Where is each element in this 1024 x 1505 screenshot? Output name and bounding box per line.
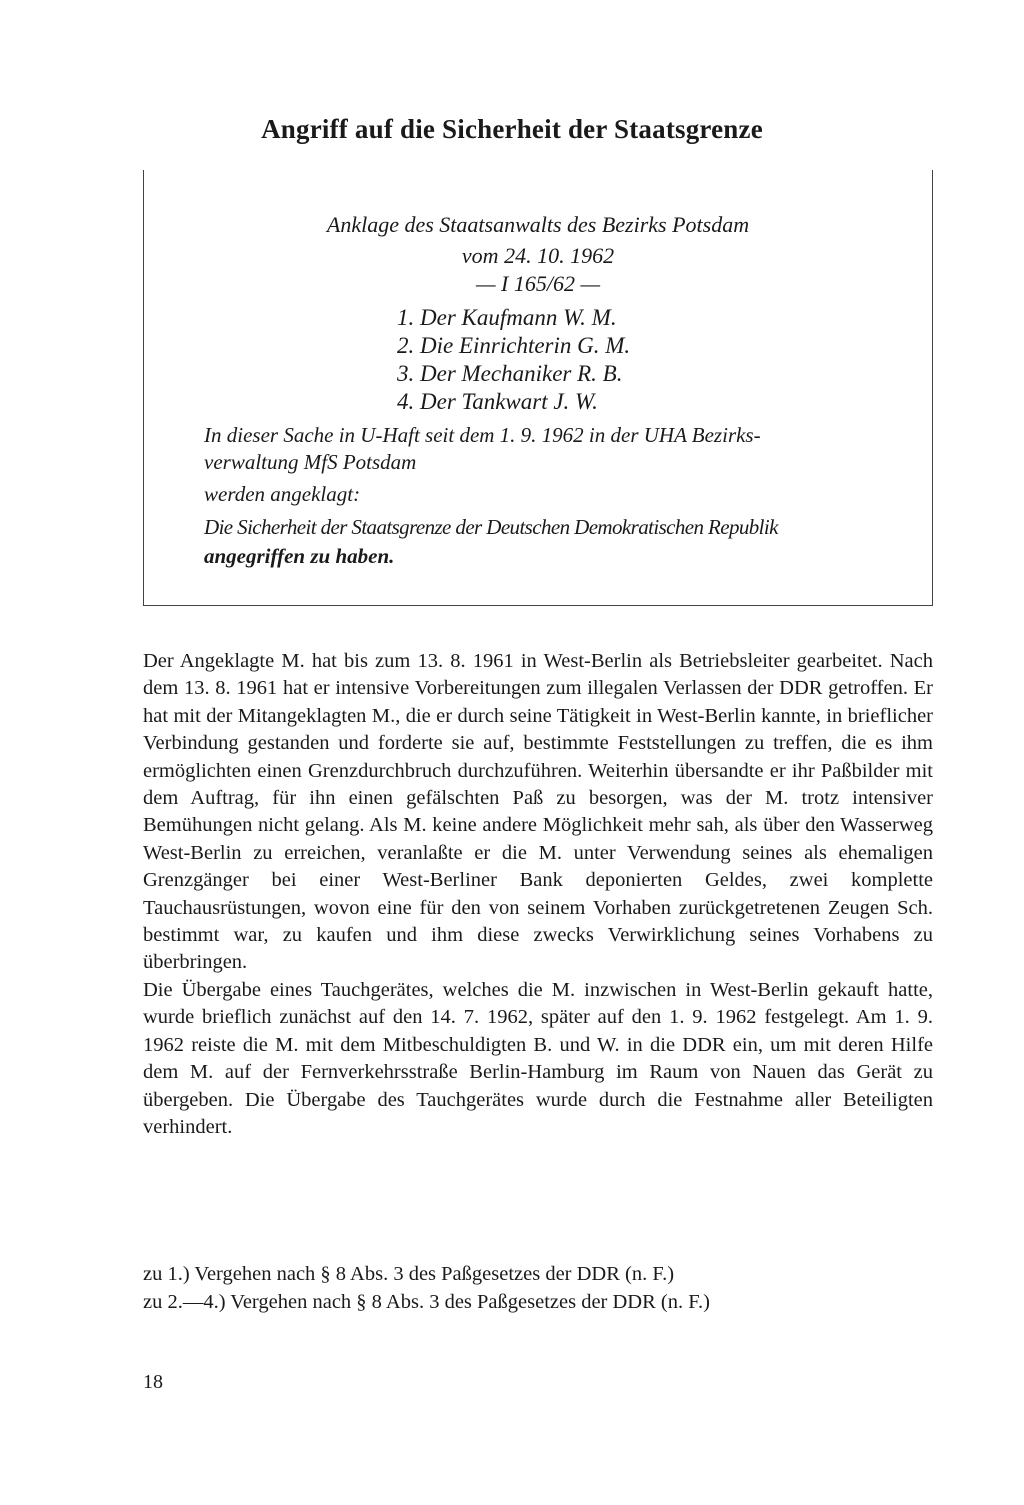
charge-line-2: angegriffen zu haben. xyxy=(204,544,395,568)
accused-item: 3. Der Mechaniker R. B. xyxy=(397,361,623,386)
charge-item: zu 1.) Vergehen nach § 8 Abs. 3 des Paßgesetzes der DDR (n. F.) xyxy=(143,1263,675,1285)
charged-label: werden angeklagt: xyxy=(204,482,361,506)
indictment-box xyxy=(143,170,933,606)
charges-list xyxy=(143,1260,710,1316)
indictment-reference: — I 165/62 — xyxy=(475,271,601,296)
indictment-date: vom 24. 10. 1962 xyxy=(461,243,615,268)
accused-item: 2. Die Einrichterin G. M. xyxy=(397,333,631,358)
page-title: Angriff auf die Sicherheit der Staatsgrenze xyxy=(261,114,763,144)
indictment-heading: Anklage des Staatsanwalts des Bezirks Potsdam xyxy=(326,212,750,237)
page-number: 18 xyxy=(143,1371,163,1393)
custody-line-1: In dieser Sache in U-Haft seit dem 1. 9. 1962 in der UHA Bezirks- xyxy=(204,423,761,447)
body-paragraph: Die Übergabe eines Tauchgerätes, welches die M. inzwischen in West-Berlin gekauft hatte, wurde brieflich zunächst auf den 14. 7. 1962, später auf den 1. 9. 1962 festgelegt. Am 1. 9. 1962 reiste die M. mit dem Mitbeschuldigten B. und W. in die DDR ein, um mit deren Hilfe dem M. auf der Fernverkehrsstraße Berlin-Hamburg im Raum von Nauen das Gerät zu übergeben. Die Übergabe des Tauchgerätes wurde durch die Festnahme aller Beteiligten verhindert. xyxy=(143,978,933,1138)
charge-item: zu 2.—4.) Vergehen nach § 8 Abs. 3 des Paßgesetzes der DDR (n. F.) xyxy=(143,1291,710,1313)
charge-line-1: Die Sicherheit der Staatsgrenze der Deutschen Demokratischen Republik xyxy=(204,515,778,539)
accused-item: 1. Der Kaufmann W. M. xyxy=(397,305,617,330)
body-text xyxy=(143,648,933,1141)
accused-item: 4. Der Tankwart J. W. xyxy=(397,389,598,414)
custody-line-2: verwaltung MfS Potsdam xyxy=(204,450,417,474)
body-paragraph: Der Angeklagte M. hat bis zum 13. 8. 1961 in West-Berlin als Betriebsleiter gearbeitet. Nach dem 13. 8. 1961 hat er intensive Vorbereitungen zum illegalen Verlassen der DDR getroffen. Er hat mit der Mitangeklagten M., die er durch seine Tätigkeit in West-Berlin kannte, in brieflicher Verbindung gestanden und forderte sie auf, bestimmte Feststellungen zu treffen, die es ihm ermöglichten einen Grenzdurchbruch durchzuführen. Weiterhin übersandte er ihr Paßbilder mit dem Auftrag, für ihn einen gefälschten Paß zu besorgen, was der M. trotz intensiver Bemühungen nicht gelang. Als M. keine andere Möglichkeit mehr sah, als über den Wasserweg West-Berlin zu erreichen, veranlaßte er die M. unter Verwendung seines als ehemaligen Grenzgänger bei einer West-Berliner Bank deponierten Geldes, zwei komplette Tauchausrüstungen, wovon eine für den von seinem Vorhaben zurückgetretenen Zeugen Sch. bestimmt war, zu kaufen und ihm diese zwecks Verwirklichung seines Vorhabens zu überbringen. xyxy=(143,650,933,974)
